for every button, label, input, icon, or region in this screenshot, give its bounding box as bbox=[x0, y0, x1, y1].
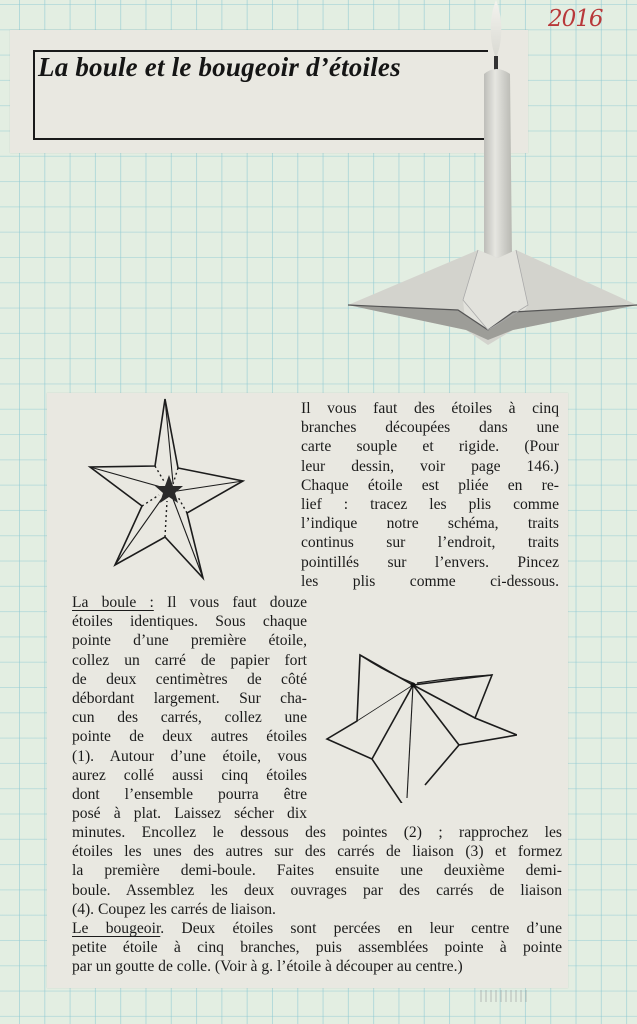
text-line: débordant largement. Sur cha- bbox=[72, 690, 307, 708]
text-line: l’indique notre schéma, traits bbox=[301, 515, 559, 533]
text-line: pointe de deux autres étoiles bbox=[72, 728, 307, 746]
text-line: aurez collé aussi cinq étoiles bbox=[72, 766, 307, 784]
text-line: posé à plat. Laissez sécher dix bbox=[72, 805, 307, 823]
page-title: La boule et le bougeoir d’étoiles bbox=[38, 52, 401, 82]
candle-flame bbox=[491, 0, 502, 70]
folded-star-diagram bbox=[317, 633, 517, 803]
text-line: Chaque étoile est pliée en re- bbox=[301, 476, 559, 494]
text-line: collez un carré de papier fort bbox=[72, 651, 307, 669]
text-line: lief : tracez les plis comme bbox=[301, 496, 559, 514]
text-line: étoiles les unes des autres sur des carrés de liaison (3) et formez bbox=[72, 843, 562, 861]
boule-paragraph bbox=[72, 593, 307, 823]
text-line: les plis comme ci-dessous. bbox=[301, 572, 559, 590]
paper-smudge bbox=[480, 990, 530, 1002]
text-line: petite étoile à cinq branches, puis assemblées pointe à pointe bbox=[72, 939, 562, 957]
text-line bbox=[72, 919, 562, 938]
text-line: leur dessin, voir page 146.) bbox=[301, 457, 559, 475]
text-line: cun des carrés, collez une bbox=[72, 709, 307, 727]
text-line: (1). Autour d’une étoile, vous bbox=[72, 747, 307, 765]
text-line: (4). Coupez les carrés de liaison. bbox=[72, 900, 276, 918]
text-line: par un goutte de colle. (Voir à g. l’étoile à découper au centre.) bbox=[72, 958, 463, 976]
text-line: dont l’ensemble pourra être bbox=[72, 786, 307, 804]
text-line: continus sur l’endroit, traits bbox=[301, 534, 559, 552]
flat-star-diagram bbox=[85, 393, 285, 583]
text-line: boule. Assemblez les deux ouvrages par des carrés de liaison bbox=[72, 881, 562, 899]
text-line: pointe d’une première étoile, bbox=[72, 632, 307, 650]
handwritten-number: 2016 bbox=[548, 6, 603, 32]
text-line: étoiles identiques. Sous chaque bbox=[72, 613, 307, 631]
text-line: la première demi-boule. Faites ensuite une deuxième demi- bbox=[72, 862, 562, 880]
text-fragment: . Deux étoiles sont percées en leur centre d’une bbox=[160, 920, 562, 937]
boule-heading: La boule : bbox=[72, 594, 154, 611]
text-line: branches découpées dans une bbox=[301, 419, 559, 437]
intro-paragraph bbox=[301, 399, 559, 591]
text-line bbox=[72, 593, 307, 612]
candle-body bbox=[484, 69, 512, 258]
instructions-clipping bbox=[47, 393, 568, 988]
text-line: Il vous faut des étoiles à cinq bbox=[301, 400, 559, 417]
text-line: minutes. Encollez le dessous des pointes (2) ; rapprochez les bbox=[72, 824, 562, 841]
text-line: de deux centimètres de côté bbox=[72, 670, 307, 688]
star-mountain-folds bbox=[142, 466, 187, 537]
candle-holder-photo bbox=[338, 0, 637, 346]
bougeoir-paragraph bbox=[72, 919, 562, 977]
text-line: carte souple et rigide. (Pour bbox=[301, 438, 559, 456]
text-fragment: Il vous faut douze bbox=[153, 594, 307, 611]
boule-paragraph-continued bbox=[72, 823, 562, 919]
bougeoir-heading: Le bougeoir bbox=[72, 920, 161, 937]
star-holder bbox=[348, 250, 637, 345]
text-line: pointillés sur l’envers. Pincez bbox=[301, 553, 559, 571]
